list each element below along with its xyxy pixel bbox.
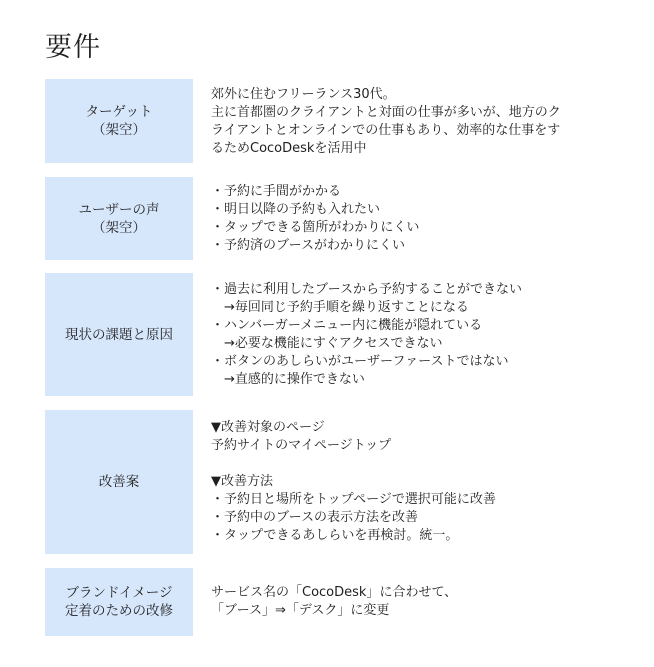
- row-user-voice: [45, 177, 625, 260]
- row-current-issues: [45, 273, 625, 396]
- row-target: [45, 79, 625, 163]
- row-content: ▼改善対象のページ 予約サイトのマイページトップ ▼改善方法 ・予約日と場所をトップページで選択可能に改善 ・予約中のブースの表示方法を改善 ・タップできるあしらいを再検討。統一。: [211, 420, 496, 543]
- row-content: サービス名の「CocoDesk」に合わせて、 「ブース」⇒「デスク」に変更: [211, 585, 458, 618]
- row-label: ブランドイメージ 定着のための改修: [45, 568, 193, 636]
- row-label: 改善案: [45, 410, 193, 554]
- row-improvement-plan: [45, 410, 625, 554]
- row-content: ・予約に手間がかかる ・明日以降の予約も入れたい ・タップできる箇所がわかりにくい ・予約済のブースがわかりにくい: [211, 183, 420, 253]
- row-label: 現状の課題と原因: [45, 273, 193, 396]
- row-label: ターゲット （架空）: [45, 79, 193, 163]
- page-title: 要件: [45, 32, 101, 63]
- row-content: 郊外に住むフリーランス30代。 主に首都圏のクライアントと対面の仕事が多いが、地方のク ライアントとオンラインでの仕事もあり、効率的な仕事をす るためCocoDeskを活用中: [211, 87, 561, 156]
- row-label: ユーザーの声 （架空）: [45, 177, 193, 260]
- row-content: ・過去に利用したブースから予約することができない →毎回同じ予約手順を繰り返すことになる ・ハンバーガーメニュー内に機能が隠れている →必要な機能にすぐアクセスできない ・ボタンのあしらいがユーザーファーストではない →直感的に操作できない: [211, 281, 522, 387]
- row-brand-image: [45, 568, 625, 636]
